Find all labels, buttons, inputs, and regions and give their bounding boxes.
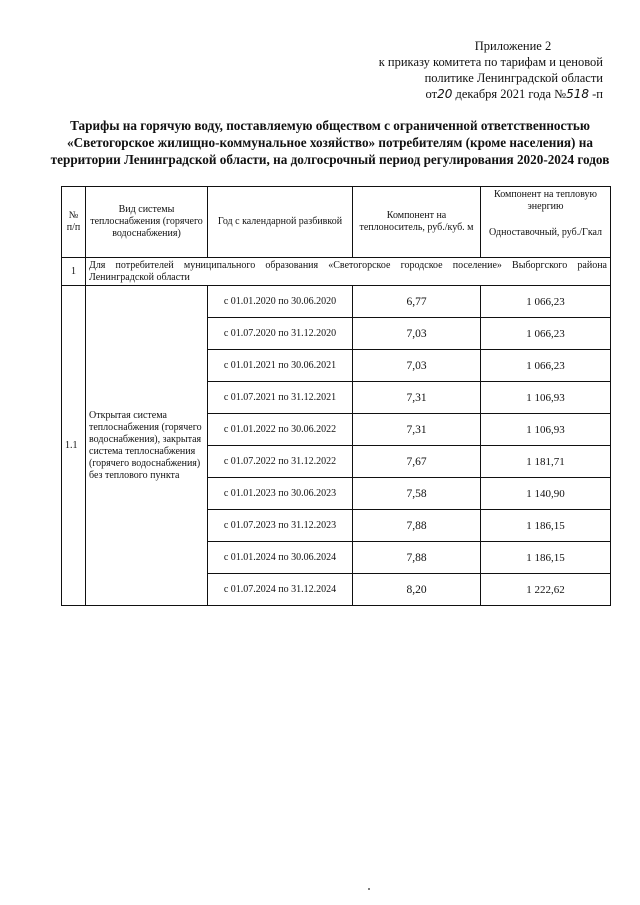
header-carrier: Компонент на теплоноситель, руб./куб. м [353, 187, 481, 258]
row-carrier: 7,31 [353, 382, 481, 414]
row-energy: 1 181,71 [481, 446, 611, 478]
row-period: с 01.01.2021 по 30.06.2021 [208, 350, 353, 382]
row-energy: 1 066,23 [481, 318, 611, 350]
row-carrier: 7,58 [353, 478, 481, 510]
group-text: Для потребителей муниципального образования «Светогорское городское поселение» Выборгского района Ленинградской области [86, 258, 611, 286]
row-period: с 01.01.2024 по 30.06.2024 [208, 542, 353, 574]
row-carrier: 6,77 [353, 286, 481, 318]
row-carrier: 7,03 [353, 350, 481, 382]
header-energy-title: Компонент на тепловую энергию [494, 189, 597, 212]
row-energy: 1 066,23 [481, 286, 611, 318]
row-period: с 01.07.2020 по 31.12.2020 [208, 318, 353, 350]
row-energy: 1 106,93 [481, 382, 611, 414]
table-row [62, 286, 611, 318]
row-period: с 01.07.2021 по 31.12.2021 [208, 382, 353, 414]
date-day-handwritten: 20 [437, 87, 453, 101]
row-carrier: 7,03 [353, 318, 481, 350]
appendix-title: Приложение 2 [474, 39, 552, 53]
group-num: 1 [62, 258, 86, 286]
order-suffix: -п [592, 87, 603, 101]
header-system: Вид системы теплоснабжения (горячего водоснабжения) [86, 187, 208, 258]
section-system: Открытая система теплоснабжения (горячего водоснабжения), закрытая система теплоснабжения (горячего водоснабжения) без теплового пункта [86, 286, 208, 606]
order-number-handwritten: 518 [566, 87, 590, 101]
row-carrier: 7,88 [353, 542, 481, 574]
scan-speck [368, 888, 370, 890]
row-energy: 1 140,90 [481, 478, 611, 510]
appendix-header [343, 38, 603, 102]
row-energy: 1 186,15 [481, 542, 611, 574]
row-period: с 01.01.2022 по 30.06.2022 [208, 414, 353, 446]
row-period: с 01.01.2020 по 30.06.2020 [208, 286, 353, 318]
row-carrier: 7,88 [353, 510, 481, 542]
row-energy: 1 066,23 [481, 350, 611, 382]
row-carrier: 8,20 [353, 574, 481, 606]
row-energy: 1 106,93 [481, 414, 611, 446]
header-energy [481, 187, 611, 258]
row-carrier: 7,67 [353, 446, 481, 478]
header-period: Год с календарной разбивкой [208, 187, 353, 258]
date-middle: декабря 2021 года № [455, 87, 567, 101]
appendix-order-line: к приказу комитета по тарифам и ценовой [378, 55, 603, 69]
header-num: № п/п [62, 187, 86, 258]
table-header-row [62, 187, 611, 258]
appendix-date-line [343, 86, 603, 102]
row-carrier: 7,31 [353, 414, 481, 446]
header-energy-sub: Одноставочный, руб./Гкал [488, 227, 603, 238]
row-period: с 01.07.2022 по 31.12.2022 [208, 446, 353, 478]
section-num: 1.1 [62, 286, 86, 606]
row-period: с 01.07.2024 по 31.12.2024 [208, 574, 353, 606]
group-row [62, 258, 611, 286]
date-prefix: от [425, 87, 438, 101]
tariff-table [61, 186, 611, 606]
row-energy: 1 186,15 [481, 510, 611, 542]
row-period: с 01.01.2023 по 30.06.2023 [208, 478, 353, 510]
row-energy: 1 222,62 [481, 574, 611, 606]
row-period: с 01.07.2023 по 31.12.2023 [208, 510, 353, 542]
document-title: Тарифы на горячую воду, поставляемую обществом с ограниченной ответственностью «Светогорское жилищно-коммунальное хозяйство» потребителям (кроме населения) на территории Ленинградской области, на долгосрочный период регулирования 2020-2024 годов [50, 118, 610, 167]
appendix-committee-line: политике Ленинградской области [424, 71, 603, 85]
